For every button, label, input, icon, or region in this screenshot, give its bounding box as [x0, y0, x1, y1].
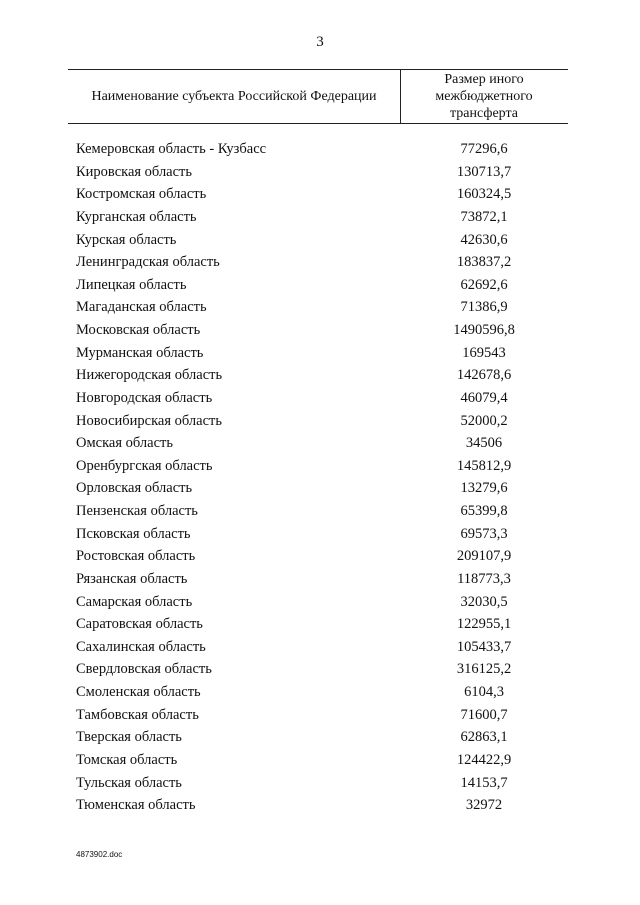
subject-name: Саратовская область — [76, 616, 203, 633]
column-header-transfer-line: Размер иного — [444, 72, 524, 87]
transfer-amount: 77296,6 — [460, 141, 508, 157]
subject-name: Мурманская область — [76, 344, 204, 361]
subject-name: Свердловская область — [76, 661, 212, 678]
table-row — [0, 477, 640, 500]
table-row — [0, 523, 640, 546]
table-row — [0, 568, 640, 591]
transfer-amount: 46079,4 — [460, 389, 508, 406]
transfer-amount: 69573,3 — [460, 525, 508, 542]
table-row — [0, 364, 640, 387]
subject-name: Сахалинская область — [76, 638, 206, 655]
table-row — [0, 342, 640, 365]
document-file-name: 4873902.doc — [76, 850, 123, 859]
transfer-amount: 34506 — [465, 435, 503, 452]
subject-name: Смоленская область — [76, 684, 201, 700]
subject-name: Новосибирская область — [76, 412, 222, 429]
transfer-amount: 42630,6 — [460, 231, 508, 248]
transfer-amount: 71600,7 — [460, 706, 508, 723]
transfer-amount: 32972 — [465, 797, 503, 814]
table-row — [0, 749, 640, 772]
table-row — [0, 138, 640, 161]
subject-name: Оренбургская область — [76, 457, 213, 474]
transfer-amount: 209107,9 — [456, 548, 512, 565]
transfer-amount: 122955,1 — [456, 616, 512, 633]
table-row — [0, 500, 640, 523]
subject-name: Рязанская область — [76, 570, 188, 587]
table-row — [0, 455, 640, 478]
table-row — [0, 794, 640, 817]
column-header-transfer-amount — [400, 71, 568, 122]
transfer-amount: 160324,5 — [456, 186, 512, 203]
subject-name: Тамбовская область — [76, 706, 199, 723]
transfer-amount: 316125,2 — [456, 661, 512, 678]
table-row — [0, 183, 640, 206]
transfer-amount: 183837,2 — [456, 254, 512, 271]
subject-name: Томская область — [76, 751, 178, 768]
table-row — [0, 545, 640, 568]
transfer-amount: 130713,7 — [456, 163, 512, 180]
subject-name: Липецкая область — [76, 276, 187, 293]
table-row — [0, 432, 640, 455]
table-row — [0, 274, 640, 297]
table-row — [0, 636, 640, 659]
transfer-amount: 73872,1 — [460, 208, 508, 225]
table-row — [0, 387, 640, 410]
transfer-amount: 62692,6 — [460, 276, 508, 293]
subject-name: Самарская область — [76, 593, 193, 610]
transfer-amount: 71386,9 — [460, 299, 508, 316]
subject-name: Кемеровская область - Кузбасс — [76, 141, 267, 157]
transfer-amount: 62863,1 — [460, 729, 508, 746]
transfer-amount: 32030,5 — [460, 593, 508, 610]
transfer-amount: 13279,6 — [460, 480, 508, 497]
transfer-amount: 124422,9 — [456, 751, 512, 768]
subject-name: Ленинградская область — [76, 254, 220, 271]
table-row — [0, 410, 640, 433]
column-header-subject: Наименование субъекта Российской Федерации — [91, 89, 377, 104]
subject-name: Костромская область — [76, 186, 207, 203]
transfer-amount: 14153,7 — [460, 774, 508, 791]
transfer-amount: 65399,8 — [460, 503, 508, 519]
subject-name: Кировская область — [76, 163, 193, 180]
table-row — [0, 726, 640, 749]
subject-name: Омская область — [76, 435, 173, 452]
column-header-transfer-line: трансферта — [450, 106, 518, 121]
table-row — [0, 229, 640, 252]
subject-name: Тульская область — [76, 774, 182, 791]
subject-name: Новгородская область — [76, 389, 213, 406]
transfer-amount: 52000,2 — [460, 412, 508, 429]
table-row — [0, 681, 640, 704]
subject-name: Московская область — [76, 322, 201, 338]
subject-name: Курская область — [76, 231, 177, 248]
table-row — [0, 772, 640, 795]
table-header-bottom-rule — [68, 123, 568, 124]
table-row — [0, 161, 640, 184]
table-row — [0, 296, 640, 319]
table-row — [0, 613, 640, 636]
table-row — [0, 704, 640, 727]
transfer-amount: 142678,6 — [456, 367, 512, 384]
subject-name: Орловская область — [76, 480, 193, 497]
subject-name: Тюменская область — [76, 797, 196, 814]
transfer-amount: 118773,3 — [457, 570, 511, 587]
table-row — [0, 319, 640, 342]
subject-name: Курганская область — [76, 208, 197, 225]
table-row — [0, 206, 640, 229]
page-number: 3 — [316, 34, 324, 50]
table-row — [0, 251, 640, 274]
subject-name: Пензенская область — [76, 503, 198, 519]
subject-name: Магаданская область — [76, 299, 207, 316]
subject-name: Тверская область — [76, 729, 182, 746]
subject-name: Ростовская область — [76, 548, 196, 565]
transfer-amount: 169543 — [462, 344, 506, 361]
subject-name: Псковская область — [76, 525, 191, 542]
table-row — [0, 658, 640, 681]
transfer-amount: 105433,7 — [456, 638, 512, 655]
table-row — [0, 591, 640, 614]
subject-name: Нижегородская область — [76, 367, 223, 384]
transfer-amount: 1490596,8 — [453, 322, 515, 338]
table-body — [0, 138, 640, 817]
transfer-amount: 6104,3 — [464, 684, 504, 700]
table-top-rule — [68, 69, 568, 70]
transfer-amount: 145812,9 — [456, 457, 512, 474]
column-header-transfer-line: межбюджетного — [435, 89, 533, 104]
